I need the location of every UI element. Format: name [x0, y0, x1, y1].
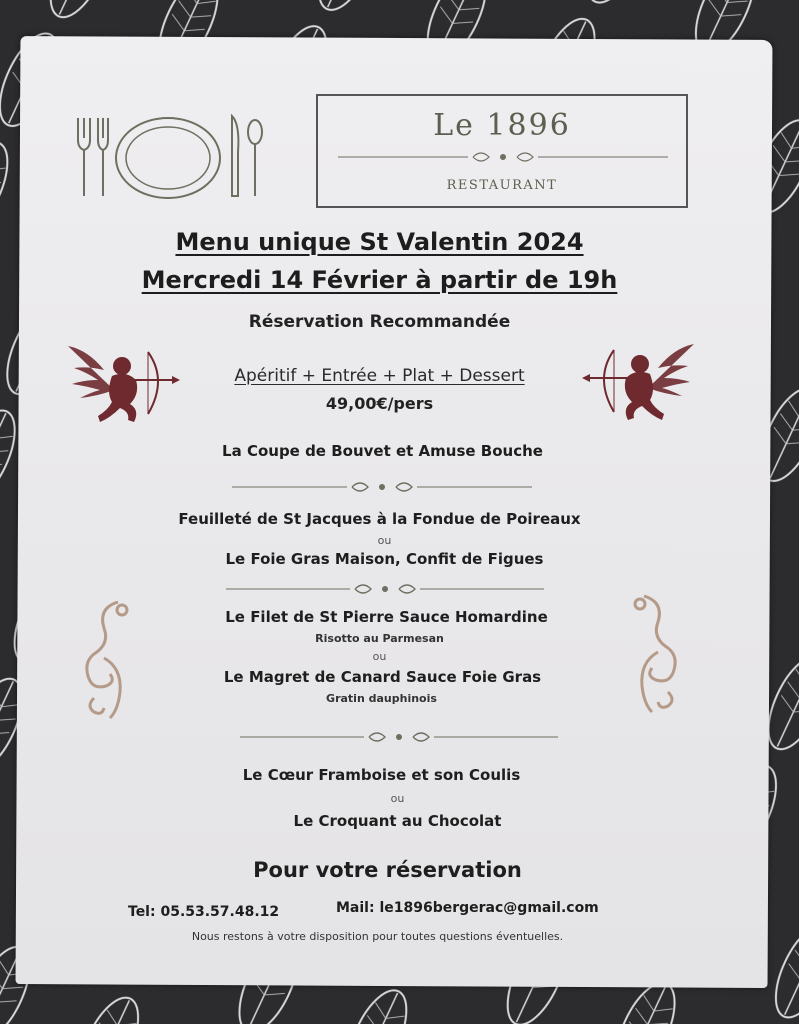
ornamental-divider-icon [338, 150, 668, 164]
ornamental-divider-icon [232, 480, 532, 494]
or-separator: ou [372, 650, 387, 663]
booking-note: Nous restons à votre disposition pour toutes questions éventuelles. [191, 930, 564, 943]
ornamental-divider-icon [226, 582, 544, 596]
dessert-item-1: Le Cœur Framboise et son Coulis [242, 766, 521, 784]
restaurant-name: Le 1896 [433, 108, 571, 143]
booking-email: Mail: le1896bergerac@gmail.com [336, 900, 599, 916]
main-item-1: Le Filet de St Pierre Sauce Homardine [225, 608, 548, 626]
reservation-note: Réservation Recommandée [248, 312, 511, 332]
menu-formula: Apéritif + Entrée + Plat + Dessert [234, 366, 525, 386]
restaurant-subtitle: RESTAURANT [446, 178, 558, 193]
menu-price: 49,00€/pers [325, 394, 434, 413]
booking-phone: Tel: 05.53.57.48.12 [128, 904, 280, 920]
place-setting-icon [72, 112, 268, 204]
booking-heading: Pour votre réservation [253, 858, 522, 882]
main-item-2-side: Gratin dauphinois [326, 692, 437, 705]
or-separator: ou [390, 792, 405, 805]
or-separator: ou [377, 534, 392, 547]
starter-item-2: Le Foie Gras Maison, Confit de Figues [225, 550, 544, 568]
starter-item-1: Feuilleté de St Jacques à la Fondue de Poireaux [178, 510, 581, 528]
restaurant-logo [316, 94, 688, 208]
main-item-1-side: Risotto au Parmesan [315, 632, 444, 645]
menu-date: Mercredi 14 Février à partir de 19h [141, 266, 618, 294]
aperitif-item: La Coupe de Bouvet et Amuse Bouche [222, 442, 543, 460]
dessert-item-2: Le Croquant au Chocolat [293, 812, 502, 830]
menu-title: Menu unique St Valentin 2024 [175, 228, 584, 256]
main-item-2: Le Magret de Canard Sauce Foie Gras [223, 668, 542, 686]
ornamental-divider-icon [240, 730, 558, 744]
